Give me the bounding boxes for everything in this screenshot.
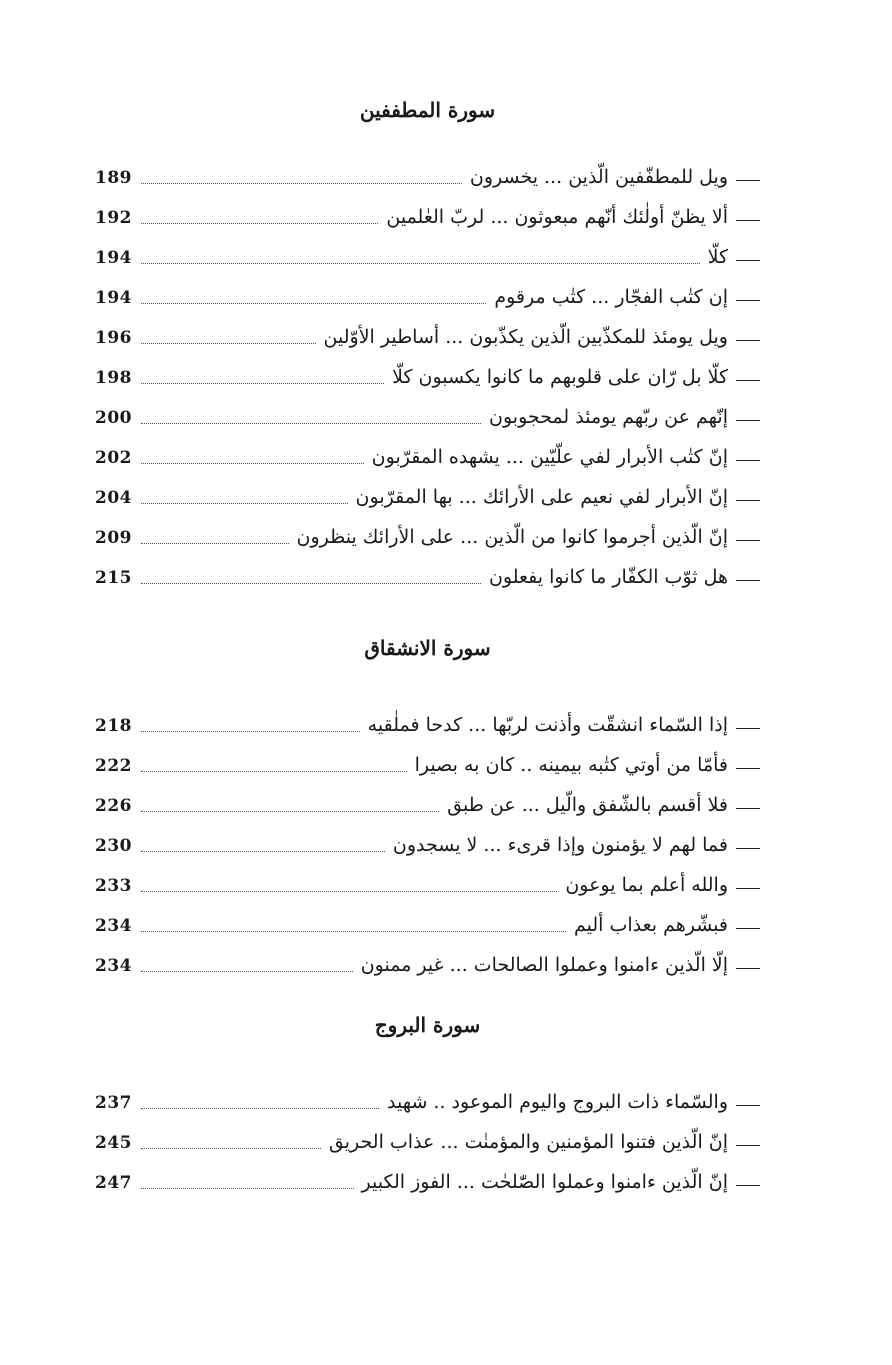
entry-text: هل ثوّب الكفّار ما كانوا يفعلون xyxy=(489,557,760,597)
page-number: 189 xyxy=(95,168,132,188)
toc-entry[interactable] xyxy=(95,705,760,745)
entry-text: كلّا بل رّان على قلوبهم ما كانوا يكسبون كلّا xyxy=(392,357,760,397)
dash xyxy=(736,848,760,849)
entry-text: كلّا xyxy=(708,237,760,277)
page-number: 196 xyxy=(95,328,132,348)
entry-text: فبشّرهم بعذاب أليم xyxy=(574,905,760,945)
dash xyxy=(736,180,760,181)
dash xyxy=(736,420,760,421)
entry-text: فلا أقسم بالشّفق والّيل ... عن طبق xyxy=(447,785,760,825)
dash xyxy=(736,340,760,341)
dot-leader xyxy=(141,303,486,304)
dash xyxy=(736,220,760,221)
page-number: 202 xyxy=(95,448,132,468)
entry-text: إنّ الّذين ءامنوا وعملوا الصّٰلحٰت ... الفوز الكبير xyxy=(362,1162,760,1202)
dot-leader xyxy=(141,583,481,584)
dash xyxy=(736,1105,760,1106)
page-number: 237 xyxy=(95,1093,132,1113)
toc-entry[interactable] xyxy=(95,825,760,865)
dot-leader xyxy=(141,1108,379,1109)
toc-entry[interactable] xyxy=(95,905,760,945)
dash xyxy=(736,808,760,809)
dot-leader xyxy=(141,263,700,264)
dash xyxy=(736,1145,760,1146)
dot-leader xyxy=(141,543,289,544)
page-number: 222 xyxy=(95,756,132,776)
toc-entry[interactable] xyxy=(95,477,760,517)
entry-text: فأمّا من أوتي كتٰبه بيمينه .. كان به بصيرا xyxy=(415,745,760,785)
entry-list xyxy=(95,1082,760,1202)
toc-entry[interactable] xyxy=(95,1162,760,1202)
entry-text: ألا يظنّ أولٰئك أنّهم مبعوثون ... لربّ العٰلمين xyxy=(386,197,760,237)
section-title: سورة المطففين xyxy=(359,98,496,122)
toc-entry[interactable] xyxy=(95,945,760,985)
dash xyxy=(736,968,760,969)
toc-entry[interactable] xyxy=(95,1122,760,1162)
entry-text: والله أعلم بما يوعون xyxy=(565,865,760,905)
toc-entry[interactable] xyxy=(95,745,760,785)
entry-text: إنّ الأبرار لفي نعيم على الأرائك ... بها المقرّبون xyxy=(356,477,760,517)
page-number: 218 xyxy=(95,716,132,736)
dash xyxy=(736,888,760,889)
page-number: 226 xyxy=(95,796,132,816)
dash xyxy=(736,580,760,581)
dash xyxy=(736,500,760,501)
page-number: 247 xyxy=(95,1173,132,1193)
dash xyxy=(736,928,760,929)
dot-leader xyxy=(141,931,566,932)
page-number: 204 xyxy=(95,488,132,508)
page-number: 233 xyxy=(95,876,132,896)
toc-entry[interactable] xyxy=(95,277,760,317)
page-number: 234 xyxy=(95,956,132,976)
toc-entry[interactable] xyxy=(95,317,760,357)
toc-entry[interactable] xyxy=(95,197,760,237)
section-al-buruj xyxy=(95,1010,760,1202)
dash xyxy=(736,260,760,261)
dash xyxy=(736,1185,760,1186)
toc-entry[interactable] xyxy=(95,237,760,277)
dot-leader xyxy=(141,731,360,732)
dot-leader xyxy=(141,1148,321,1149)
entry-text: إلّا الّذين ءامنوا وعملوا الصالحات ... غير ممنون xyxy=(361,945,760,985)
entry-text: ويل يومئذ للمكذّبين الّذين يكذّبون ... أساطير الأوّلين xyxy=(324,317,760,357)
dot-leader xyxy=(141,423,481,424)
toc-entry[interactable] xyxy=(95,397,760,437)
dot-leader xyxy=(141,851,385,852)
dash xyxy=(736,460,760,461)
page-number: 209 xyxy=(95,528,132,548)
section-title: سورة الانشقاق xyxy=(364,636,491,660)
dot-leader xyxy=(141,1188,354,1189)
dot-leader xyxy=(141,503,348,504)
dash xyxy=(736,768,760,769)
toc-entry[interactable] xyxy=(95,517,760,557)
page-number: 192 xyxy=(95,208,132,228)
dot-leader xyxy=(141,223,378,224)
entry-text: فما لهم لا يؤمنون وإذا قرىء ... لا يسجدون xyxy=(393,825,760,865)
dot-leader xyxy=(141,383,384,384)
entry-list xyxy=(95,157,760,597)
toc-entry[interactable] xyxy=(95,557,760,597)
dot-leader xyxy=(141,891,557,892)
page-number: 194 xyxy=(95,248,132,268)
toc-entry[interactable] xyxy=(95,865,760,905)
entry-text: إنّ الّذين أجرموا كانوا من الّذين ... على الأرائك ينظرون xyxy=(297,517,760,557)
entry-text: ويل للمطفّفين الّذين ... يخسرون xyxy=(470,157,760,197)
toc-entry[interactable] xyxy=(95,785,760,825)
toc-entry[interactable] xyxy=(95,157,760,197)
section-title: سورة البروج xyxy=(374,1013,481,1037)
dash xyxy=(736,380,760,381)
dot-leader xyxy=(141,811,439,812)
dot-leader xyxy=(141,771,407,772)
entry-text: إذا السّماء انشقّت وأذنت لربّها ... كدحا فملٰقيه xyxy=(368,705,760,745)
entry-text: إن كتٰب الفجّار ... كتٰب مرقوم xyxy=(494,277,760,317)
dash xyxy=(736,540,760,541)
toc-entry[interactable] xyxy=(95,357,760,397)
page-number: 194 xyxy=(95,288,132,308)
dot-leader xyxy=(141,183,462,184)
page-number: 230 xyxy=(95,836,132,856)
entry-text: والسّماء ذات البروج واليوم الموعود .. شهيد xyxy=(387,1082,760,1122)
dash xyxy=(736,300,760,301)
page-number: 215 xyxy=(95,568,132,588)
entry-list xyxy=(95,705,760,985)
page-number: 234 xyxy=(95,916,132,936)
dot-leader xyxy=(141,971,353,972)
page-number: 245 xyxy=(95,1133,132,1153)
page-number: 198 xyxy=(95,368,132,388)
toc-entry[interactable] xyxy=(95,1082,760,1122)
section-al-mutaffifin xyxy=(95,95,760,597)
entry-text: إنّهم عن ربّهم يومئذ لمحجوبون xyxy=(489,397,760,437)
dot-leader xyxy=(141,343,316,344)
page-number: 200 xyxy=(95,408,132,428)
section-al-inshiqaq xyxy=(95,633,760,985)
entry-text: إنّ الّذين فتنوا المؤمنين والمؤمنٰت ... عذاب الحريق xyxy=(329,1122,760,1162)
toc-entry[interactable] xyxy=(95,437,760,477)
dash xyxy=(736,728,760,729)
entry-text: إنّ كتٰب الأبرار لفي علّيّين ... يشهده المقرّبون xyxy=(372,437,760,477)
dot-leader xyxy=(141,463,364,464)
